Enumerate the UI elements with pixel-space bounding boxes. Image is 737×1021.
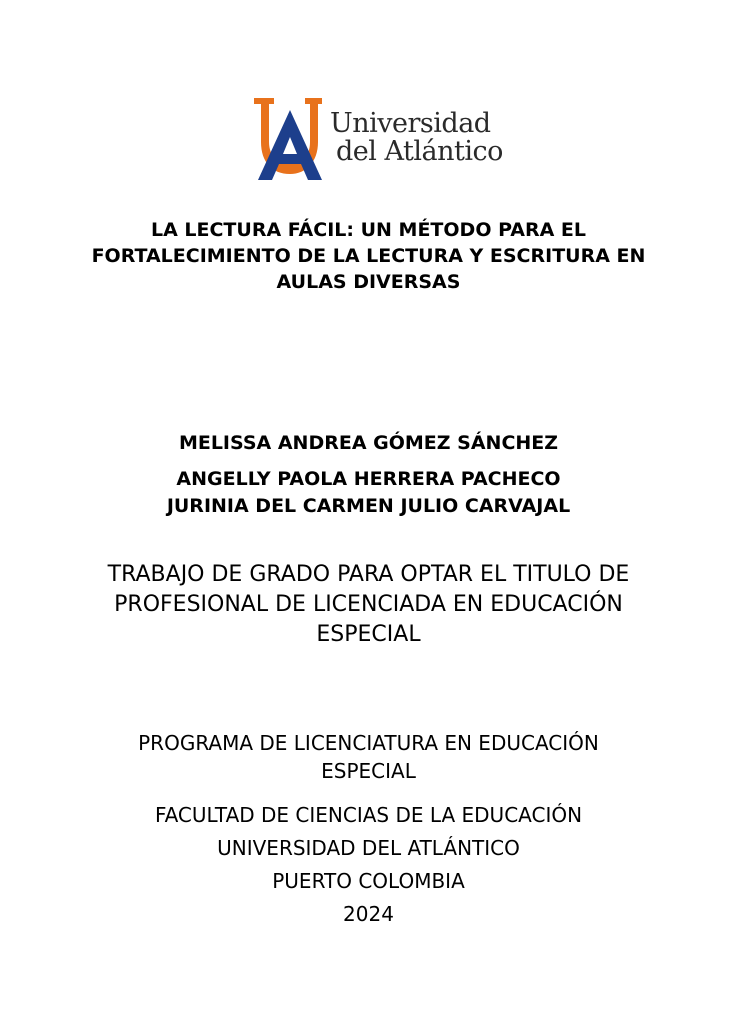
logo-line-1: Universidad <box>330 108 491 139</box>
city-name: PUERTO COLOMBIA <box>272 869 465 893</box>
author-name: MELISSA ANDREA GÓMEZ SÁNCHEZ <box>178 432 559 454</box>
program-name <box>60 729 677 785</box>
title-line: LA LECTURA FÁCIL: UN MÉTODO PARA EL <box>150 219 587 241</box>
program-line: ESPECIAL <box>321 759 416 783</box>
logo-line-2: del Atlántico <box>336 136 503 167</box>
institution-block <box>60 799 677 931</box>
year: 2024 <box>343 902 394 926</box>
ua-monogram-icon <box>252 96 332 182</box>
authors-block <box>60 430 677 520</box>
faculty-name: FACULTAD DE CIENCIAS DE LA EDUCACIÓN <box>154 803 583 827</box>
title-line: AULAS DIVERSAS <box>276 271 461 293</box>
author-name: JURINIA DEL CARMEN JULIO CARVAJAL <box>166 495 571 517</box>
document-title <box>60 217 677 295</box>
logo-wordmark <box>330 110 503 166</box>
degree-line: ESPECIAL <box>316 622 421 647</box>
title-line: FORTALECIMIENTO DE LA LECTURA Y ESCRITURA EN <box>91 245 646 267</box>
author-name: ANGELLY PAOLA HERRERA PACHECO <box>176 468 561 490</box>
program-line: PROGRAMA DE LICENCIATURA EN EDUCACIÓN <box>138 731 599 755</box>
degree-line: PROFESIONAL DE LICENCIADA EN EDUCACIÓN <box>114 592 623 617</box>
degree-statement <box>60 560 677 650</box>
university-name: UNIVERSIDAD DEL ATLÁNTICO <box>217 836 520 860</box>
degree-line: TRABAJO DE GRADO PARA OPTAR EL TITULO DE <box>107 562 630 587</box>
